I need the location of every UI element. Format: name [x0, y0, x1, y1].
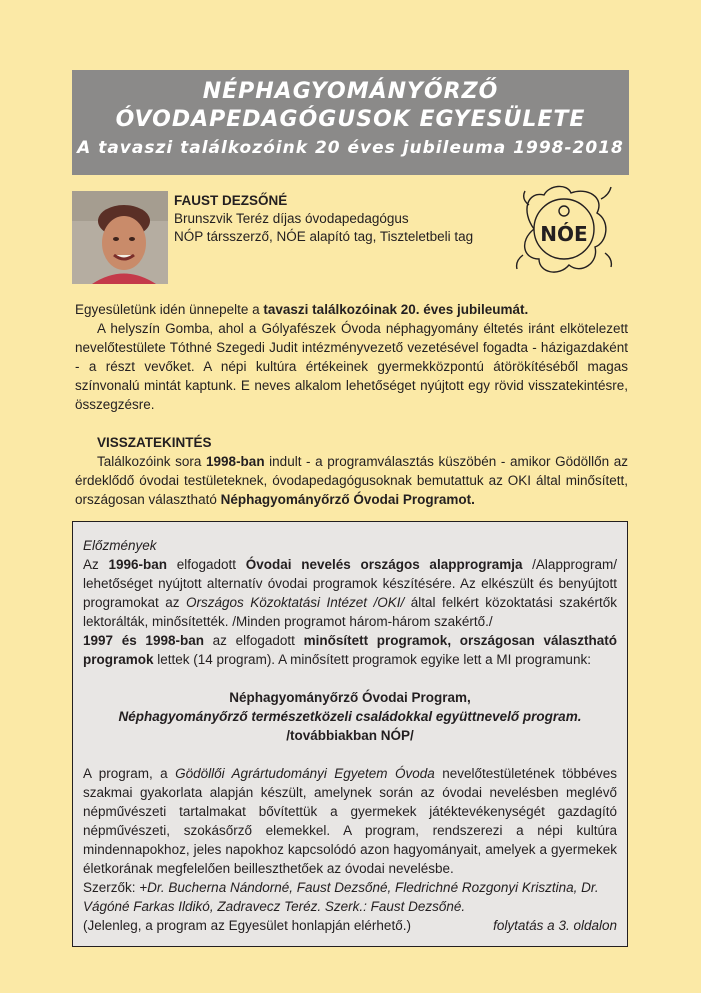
author-photo	[72, 191, 168, 284]
authors-names: +Dr. Bucherna Nándorné, Faust Dezsőné, Fledrichné Rozgonyi Krisztina, Dr. Vágóné Farkas Ildikó, Zadravecz Teréz. Szerk.: Faust Dezsőné.	[83, 880, 599, 914]
authors-label: Szerzők:	[83, 880, 140, 895]
program-abbrev: /továbbiakban NÓP/	[286, 728, 414, 743]
author-title: Brunszvik Teréz díjas óvodapedagógus	[174, 211, 409, 226]
subtitle: A tavaszi találkozóink 20 éves jubileuma 1998-2018	[77, 138, 624, 158]
box-paragraph-3	[83, 764, 617, 878]
italic-span: Országos Közoktatási Intézet /OKI/	[186, 595, 405, 610]
title-line-1: NÉPHAGYOMÁNYŐRZŐ	[202, 79, 499, 104]
program-subtitle: Néphagyományőrző természetközeli családokkal együttnevelő program.	[118, 709, 582, 724]
background-box	[72, 521, 628, 947]
intro-paragraph-1	[75, 300, 628, 319]
bold-program: Néphagyományőrző Óvodai Programot.	[220, 492, 475, 507]
text-span: elfogadott	[167, 557, 246, 572]
website-note: (Jelenleg, a program az Egyesület honlapján elérhető.)	[83, 918, 411, 933]
text-span: Találkozóink sora	[97, 454, 207, 469]
text-span: nevelőtestületének többéves szakmai gyakorlata alapján készült, amelynek során az óvodai nevelésben meglévő népművészeti tartalmakat bővítettük a gyermekek játéktevékenységét gazdagító népművészeti, szokásőrző elemekkel. A program, rendszerezi a népi kultúra mindennapokhoz, jeles napokhoz kapcsolódó azon hagyományait, amelyek a gyermekek életkorának megfelelően beilleszthetőek az óvodai nevelésbe.	[83, 766, 617, 876]
text-span: indult - a programválasztás küszöbén - amikor Gödöllőn az érdeklődő óvodai testületeknek, óvodapedagógusoknak bemutattuk az OKI által minősített, országosan választható	[75, 454, 628, 507]
bold-span: 1997 és 1998-ban	[83, 633, 204, 648]
footer-row	[83, 916, 617, 935]
intro-text: Egyesületünk idén ünnepelte a	[75, 302, 264, 317]
program-name: Néphagyományőrző Óvodai Program,	[229, 690, 471, 705]
bold-year: 1998-ban	[206, 454, 265, 469]
title-line-2: ÓVODAPEDAGÓGUSOK EGYESÜLETE	[115, 107, 586, 132]
bold-span: 1996-ban	[108, 557, 167, 572]
retrospective-section	[75, 433, 628, 509]
section-paragraph	[75, 452, 628, 509]
bold-span: minősített programok, országosan választható programok	[83, 633, 617, 667]
author-block	[174, 192, 473, 246]
intro-paragraph-2: A helyszín Gomba, ahol a Gólyafészek Óvoda néphagyomány éltetés iránt elkötelezett nevelőtestülete Tóthné Szegedi Judit intézményvezető vezetésével fogadta - házigazdaként - a részt vevőket. A népi kultúra értékeinek gyermekközpontú átörökítéséből magas színvonalú mintát kaptunk. E neves alkalom lehetőséget nyújtott egy rövid visszatekintésre, összegzésre.	[75, 321, 628, 412]
text-span: lettek (14 program). A minősített programok egyike lett a MI programunk:	[153, 652, 591, 667]
bold-span: Óvodai nevelés országos alapprogramja	[245, 557, 523, 572]
author-name: FAUST DEZSŐNÉ	[174, 193, 288, 208]
text-span: A program, a	[83, 766, 176, 781]
text-span: az elfogadott	[203, 633, 304, 648]
text-span: Az	[83, 557, 109, 572]
box-paragraph-1	[83, 555, 617, 631]
title-banner	[72, 70, 629, 175]
continued-note: folytatás a 3. oldalon	[493, 918, 617, 933]
section-heading: VISSZATEKINTÉS	[97, 435, 212, 450]
box-title	[83, 536, 617, 555]
program-title-block	[83, 688, 617, 745]
box-title-text: Előzmények	[83, 538, 157, 553]
text-span: /Alapprogram/ lehetőséget nyújtott alternatív óvodai programok készítésére. Az elkészült és benyújtott programokat az	[83, 557, 617, 610]
authors-line	[83, 878, 617, 916]
italic-span: Gödöllői Agrártudományi Egyetem Óvoda	[175, 766, 435, 781]
author-roles: NÓP társszerző, NÓE alapító tag, Tiszteletbeli tag	[174, 229, 474, 244]
intro-bold: tavaszi találkozóinak 20. éves jubileumát.	[263, 302, 529, 317]
noe-logo-icon	[509, 181, 619, 279]
text-span: által felkért közoktatási szakértők lektorálták, minősítették. /Minden programot három-három szakértő./	[83, 595, 617, 629]
logo-text: NÓE	[540, 222, 588, 246]
box-paragraph-2	[83, 631, 617, 669]
